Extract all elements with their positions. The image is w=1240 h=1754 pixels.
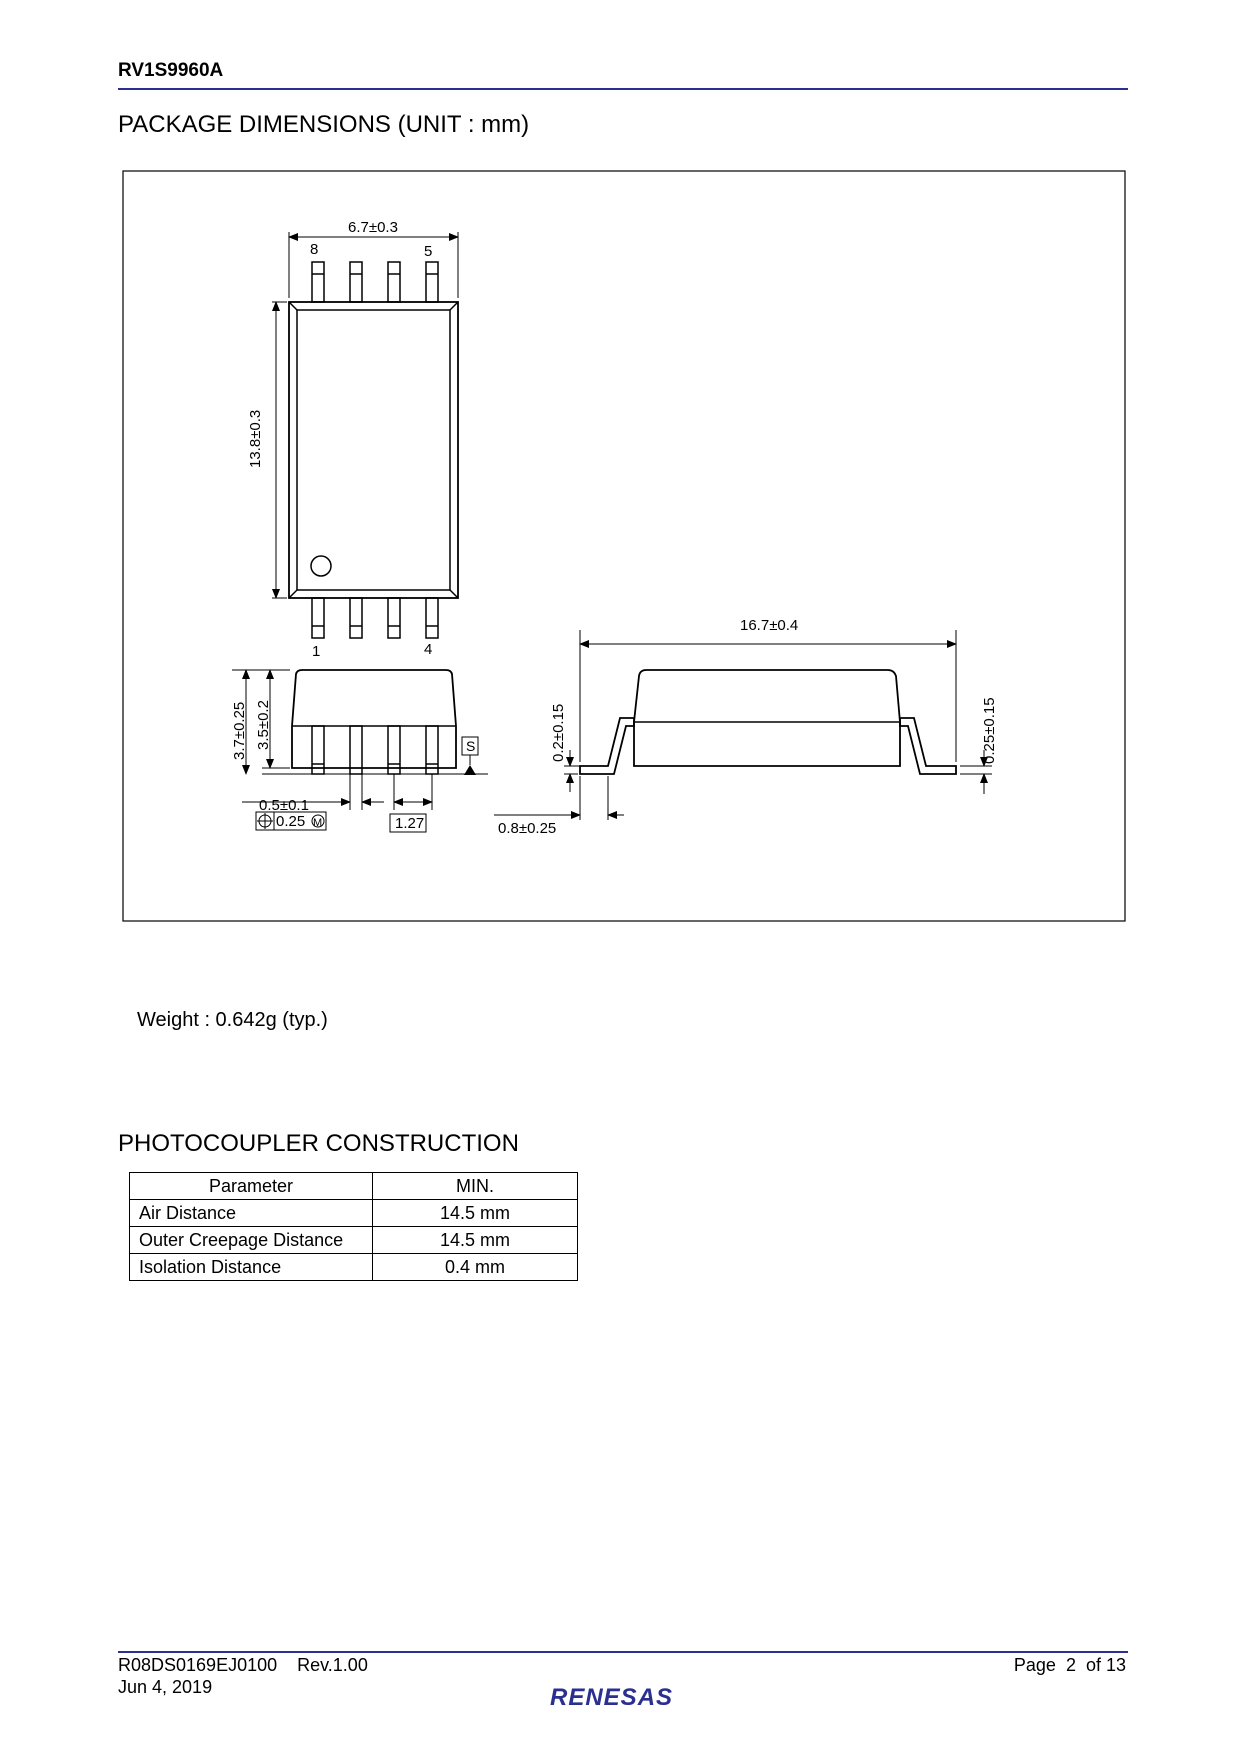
column-header-min: MIN. <box>373 1173 578 1200</box>
pin-5-label: 5 <box>424 243 433 260</box>
top-view-body-inner <box>297 310 450 590</box>
dim-length-label: 13.8±0.3 <box>247 409 264 468</box>
table-cell-parameter: Outer Creepage Distance <box>130 1227 373 1254</box>
document-date: Jun 4, 2019 <box>118 1677 213 1697</box>
bottom-leads <box>312 598 438 638</box>
top-view-body <box>289 302 458 598</box>
side-view-body <box>634 670 900 766</box>
pin1-marker <box>311 556 331 576</box>
dim-foot-label: 0.8±0.25 <box>498 820 557 837</box>
side-view-lead-right <box>900 718 956 774</box>
table-header-row <box>130 1173 578 1200</box>
end-view-body <box>292 670 456 768</box>
dim-pitch-label: 1.27 <box>395 815 425 832</box>
pin-1-label: 1 <box>312 643 321 660</box>
position-tolerance-label: 0.25 <box>276 813 306 830</box>
table-cell-parameter: Isolation Distance <box>130 1254 373 1281</box>
dim-lead-thickness-label: 0.25±0.15 <box>981 697 998 764</box>
dim-lead-width-label: 0.5±0.1 <box>259 797 309 814</box>
datum-s-label: S <box>466 738 476 754</box>
construction-heading: PHOTOCOUPLER CONSTRUCTION <box>118 1130 519 1157</box>
renesas-logo-text: RENESAS <box>550 1684 674 1711</box>
pin-4-label: 4 <box>424 641 433 658</box>
top-leads <box>312 262 438 302</box>
document-id: R08DS0169EJ0100 Rev.1.00 <box>118 1655 368 1675</box>
part-number-header: RV1S9960A <box>118 60 224 81</box>
package-drawing <box>122 170 1126 922</box>
dim-overall-label: 16.7±0.4 <box>740 617 799 634</box>
table-cell-min: 14.5 mm <box>373 1200 578 1227</box>
renesas-logo <box>548 1678 698 1712</box>
dim-height-body-label: 3.5±0.2 <box>255 700 272 750</box>
end-view-leads <box>312 726 438 774</box>
table-row <box>130 1254 578 1281</box>
table-cell-min: 14.5 mm <box>373 1227 578 1254</box>
table-cell-min: 0.4 mm <box>373 1254 578 1281</box>
footer-rule <box>118 1651 1128 1653</box>
table-row <box>130 1227 578 1254</box>
dim-width-label: 6.7±0.3 <box>348 219 398 236</box>
position-modifier-label: M <box>313 817 323 829</box>
weight-note: Weight : 0.642g (typ.) <box>137 1009 328 1031</box>
package-dimensions-heading: PACKAGE DIMENSIONS (UNIT : mm) <box>118 111 530 138</box>
column-header-parameter: Parameter <box>130 1173 373 1200</box>
construction-table <box>129 1172 578 1281</box>
pin-8-label: 8 <box>310 241 319 258</box>
table-cell-parameter: Air Distance <box>130 1200 373 1227</box>
page-number: Page 2 of 13 <box>1013 1655 1126 1675</box>
header-rule <box>118 88 1128 90</box>
dim-standoff-label: 0.2±0.15 <box>550 703 567 762</box>
table-row <box>130 1200 578 1227</box>
dim-height-total-label: 3.7±0.25 <box>231 701 248 760</box>
